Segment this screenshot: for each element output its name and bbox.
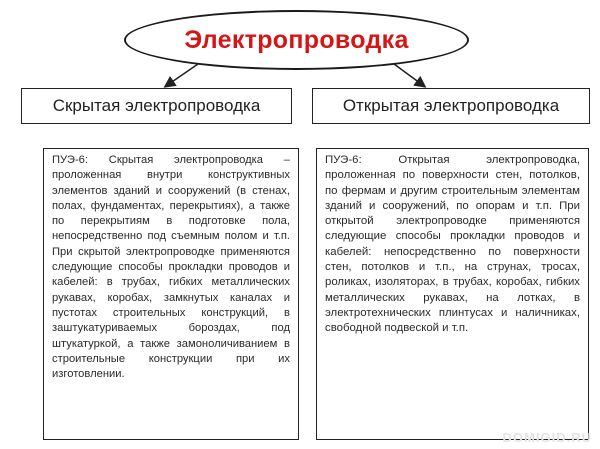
arrow-to-hidden [166, 64, 198, 86]
open-wiring-header [312, 88, 590, 124]
hidden-wiring-header-label: Скрытая электропроводка [52, 96, 261, 115]
watermark: DOMIGID.RU [502, 430, 592, 445]
open-wiring-header-label: Открытая электропроводка [342, 96, 560, 115]
open-wiring-description: ПУЭ-6: Открытая электропроводка, проложенная по поверхности стен, потолков, по фермам и другим строительным элементам зданий и сооружений, по опорам и т.п. При открытой электропроводке применяются следующие способы прокладки проводов и кабелей: непосредственно по поверхности стен, потолков и т.п., на струнах, тросах, роликах, изоляторах, в трубах, коробах, гибких металлических рукавах, на лотках, в электротехнических плинтусах и наличниках, свободной подвеской и т.п. [325, 154, 580, 335]
open-wiring-description-box [316, 148, 589, 440]
hidden-wiring-description: ПУЭ-6: Скрытая электропроводка – проложенная внутри конструктивных элементов зданий и сооружений (в стенах, полах, фундаментах, перекрытиях), а также по перекрытиям в подготовке пола, непосредственно под съемным полом и т.п. При скрытой электропроводке применяются следующие способы прокладки проводов и кабелей: в трубах, гибких металлических рукавах, коробах, замкнутых каналах и пустотах строительных конструкций, в заштукатуриваемых бороздах, под штукатуркой, а также замоноличиванием в строительные конструкции при их изготовлении. [52, 154, 290, 381]
diagram-title: Электропроводка [184, 25, 409, 54]
hidden-wiring-header [21, 88, 292, 124]
hidden-wiring-description-box [43, 148, 299, 440]
title-ellipse [124, 10, 469, 70]
arrow-to-open [394, 64, 424, 86]
